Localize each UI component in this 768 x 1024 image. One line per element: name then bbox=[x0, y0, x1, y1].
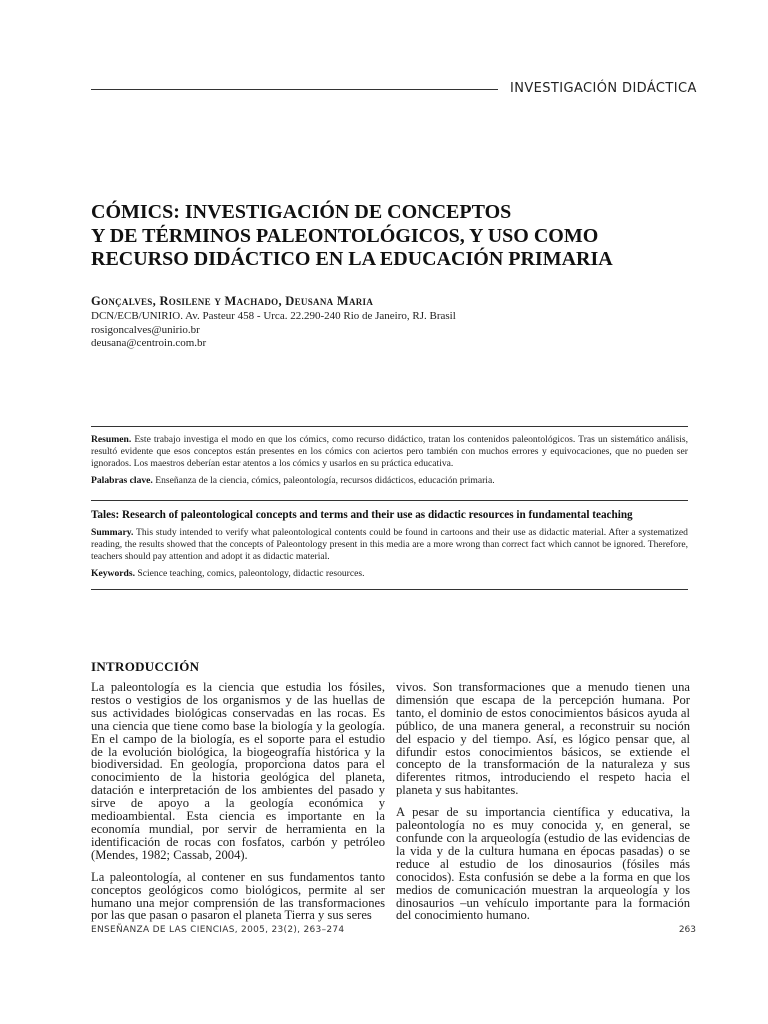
header-rule bbox=[91, 89, 498, 90]
author-list: Gonçalves, Rosilene y Machado, Deusana Maria bbox=[91, 294, 374, 308]
keywords-es bbox=[91, 475, 688, 487]
keywords-es-label: Palabras clave. bbox=[91, 475, 153, 486]
left-column bbox=[91, 681, 385, 931]
title-line: RECURSO DIDÁCTICO EN LA EDUCACIÓN PRIMARIA bbox=[91, 248, 613, 270]
keywords-en bbox=[91, 568, 688, 580]
title-line: Y DE TÉRMINOS PALEONTOLÓGICOS, Y USO COMO bbox=[91, 224, 599, 247]
keywords-en-label: Keywords. bbox=[91, 568, 135, 579]
right-column bbox=[396, 681, 690, 931]
abstract-en-label: Summary. bbox=[91, 527, 134, 538]
abstract-en bbox=[91, 527, 688, 563]
article-title bbox=[91, 201, 691, 272]
title-line: CÓMICS: INVESTIGACIÓN DE CONCEPTOS bbox=[91, 201, 512, 223]
journal-citation: ENSEÑANZA DE LAS CIENCIAS, 2005, 23(2), 263–274 bbox=[91, 925, 345, 935]
abstract-es bbox=[91, 434, 688, 470]
abstract-es-label: Resumen. bbox=[91, 434, 132, 445]
abstract-bottom-rule bbox=[91, 589, 688, 590]
abstract-mid-rule bbox=[91, 500, 688, 501]
email-2: deusana@centroin.com.br bbox=[91, 337, 207, 349]
body-paragraph: La paleontología, al contener en sus fundamentos tanto conceptos geológicos como biológicos, permite al ser humano una mejor comprensión de las transformaciones por las que pasan o pasaron el planeta Tierra y sus seres bbox=[91, 869, 385, 923]
body-paragraph: vivos. Son transformaciones que a menudo tienen una dimensión que escapa de la percepción humana. Por tanto, el dominio de estos conocimientos básicos ayuda al público, de una manera general, a reconstruir su noción del espacio y del tiempo. Así, es lógico pensar que, al difundir estos conocimientos básicos, se extiende el concepto de la transformación de la naturaleza y sus diferentes ritmos, introduciendo el respeto hacia el planeta y sus habitantes. bbox=[396, 680, 690, 798]
abstract-top-rule bbox=[91, 426, 688, 427]
english-title: Tales: Research of paleontological concepts and terms and their use as didactic resources in fundamental teaching bbox=[91, 509, 633, 521]
affiliation: DCN/ECB/UNIRIO. Av. Pasteur 458 - Urca. 22.290-240 Rio de Janeiro, RJ. Brasil bbox=[91, 310, 456, 322]
keywords-en-text: Science teaching, comics, paleontology, didactic resources. bbox=[137, 568, 365, 579]
body-paragraph: La paleontología es la ciencia que estudia los fósiles, restos o vestigios de los organismos y de las huellas de sus actividades biológicas conservadas en las rocas. Es una ciencia que tiene como base la biología y la geología. En el campo de la biología, es el soporte para el estudio de la evolución biológica, la biogeografía histórica y la biodiversidad. En geología, proporciona datos para el conocimiento de la historia geológica del planeta, datación e interpretación de los ambientes del pasado y sirve de apoyo a la geología económica y medioambiental. Esta ciencia es importante en la economía mundial, por servir de herramienta en la identificación de rocas con fosfatos, carbón y petróleo (Mendes, 1982; Cassab, 2004). bbox=[91, 680, 385, 862]
section-heading: INTRODUCCIÓN bbox=[91, 659, 200, 674]
abstract-es-text: Este trabajo investiga el modo en que los cómics, como recurso didáctico, tratan los contenidos paleontológicos. Tras un sistemático análisis, resultó evidente que esos conceptos están presentes en los cómics con aciertos pero también con muchos errores y equivocaciones, que no pueden ser ignorados. Los maestros deberían estar atentos a los cómics y usarlos en su práctica educativa. bbox=[91, 434, 688, 469]
abstract-en-text: This study intended to verify what paleontological contents could be found in cartoons and their use as didactic material. After a systematized reading, the results showed that the concepts of Paleontology present in this media are a more wrong than correct fact which cannot be ignored. Therefore, teachers should pay attention and adopt it as didactic material. bbox=[91, 527, 688, 562]
email-1: rosigoncalves@unirio.br bbox=[91, 324, 200, 336]
page-number: 263 bbox=[678, 925, 696, 935]
keywords-es-text: Enseñanza de la ciencia, cómics, paleontología, recursos didácticos, educación primaria. bbox=[155, 475, 495, 486]
body-paragraph: A pesar de su importancia científica y educativa, la paleontología no es muy conocida y, en general, se confunde con la arqueología (estudio de las evidencias de la vida y de la cultura humana en épocas pasadas) o se reduce al estudio de los dinosaurios (fósiles más conocidos). Esta confusión se debe a la forma en que los medios de comunicación muestran la arqueología y los dinosaurios –un vehículo importante para la formación del conocimiento humano. bbox=[396, 805, 690, 923]
section-label: INVESTIGACIÓN DIDÁCTICA bbox=[510, 81, 697, 96]
